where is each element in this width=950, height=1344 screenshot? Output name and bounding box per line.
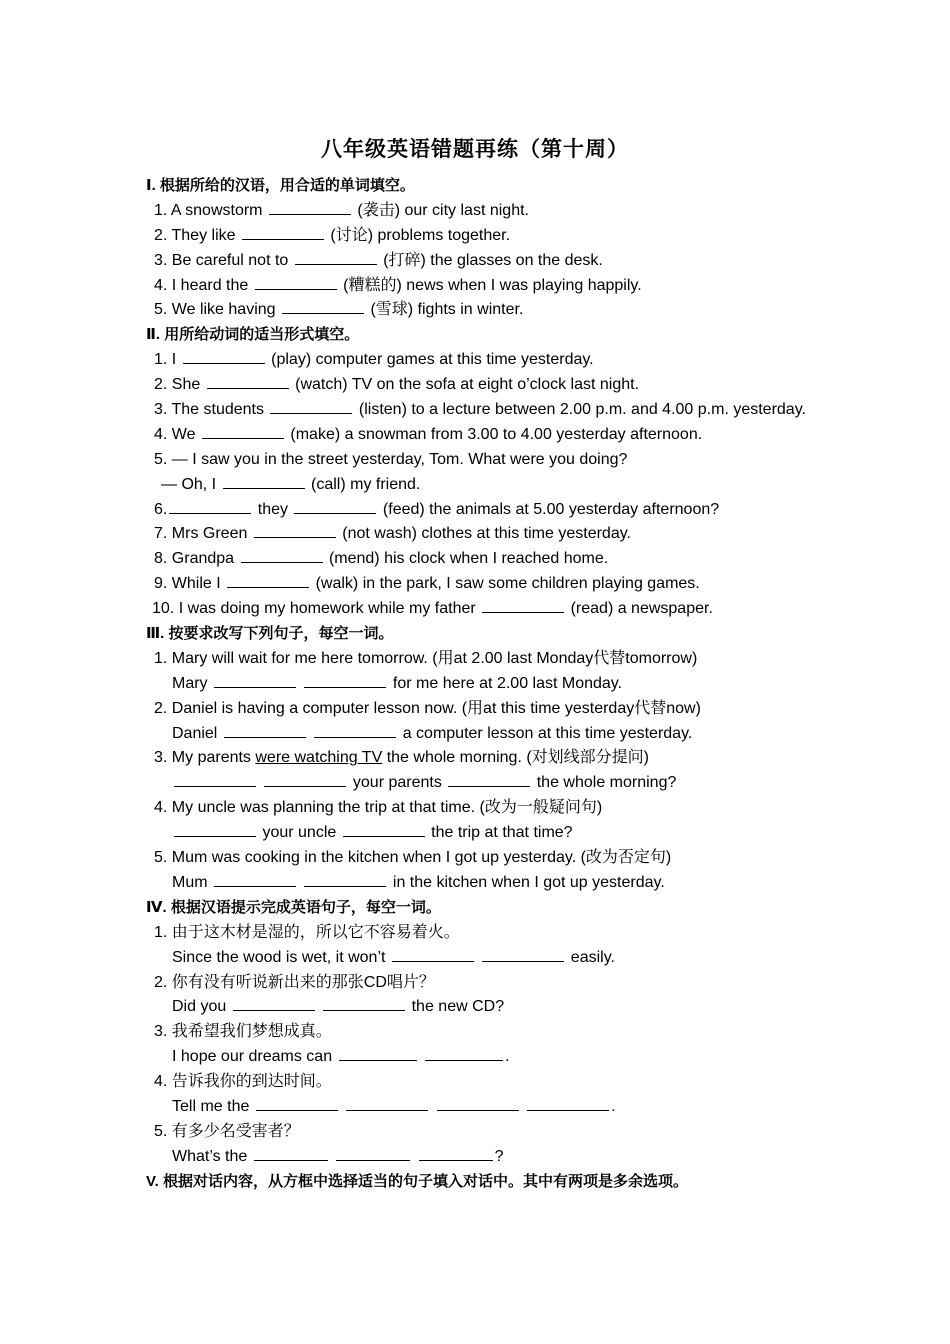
s4-question-4-answer: Tell me the . (172, 1097, 616, 1115)
answer-blank[interactable] (448, 772, 530, 787)
s2-question-9: 9. While I (walk) in the park, I saw some children playing games. (154, 575, 700, 593)
answer-blank[interactable] (174, 772, 256, 787)
s4-question-5-answer: What’s the ? (172, 1147, 504, 1165)
answer-blank[interactable] (223, 474, 305, 489)
s1-question-4: 4. I heard the (糟糕的) news when I was playing happily. (154, 276, 642, 294)
s3-question-4-answer: your uncle the trip at that time? (146, 821, 846, 846)
answer-blank[interactable] (419, 1146, 493, 1161)
s4-question-3-prompt: 3. 我希望我们梦想成真。 (154, 1023, 332, 1041)
answer-blank[interactable] (270, 399, 352, 414)
answer-blank[interactable] (282, 299, 364, 314)
s1-question-2: 2. They like (讨论) problems together. (154, 226, 511, 244)
answer-blank[interactable] (255, 275, 337, 290)
answer-blank[interactable] (254, 523, 336, 538)
answer-blank[interactable] (224, 723, 306, 738)
answer-blank[interactable] (314, 723, 396, 738)
answer-blank[interactable] (207, 374, 289, 389)
answer-blank[interactable] (304, 872, 386, 887)
answer-blank[interactable] (482, 598, 564, 613)
s3-question-5-answer: Mum in the kitchen when I got up yesterday. (172, 873, 665, 891)
s4-question-2-prompt: 2. 你有没有听说新出来的那张CD唱片？ (154, 973, 435, 991)
s3-question-3-prompt: 3. My parents were watching TV the whole morning. (对划线部分提问) (154, 749, 649, 767)
answer-blank[interactable] (482, 947, 564, 962)
s3-question-1-answer: Mary for me here at 2.00 last Monday. (172, 674, 623, 692)
answer-blank[interactable] (336, 1146, 410, 1161)
answer-blank[interactable] (242, 225, 324, 240)
s2-question-6: 6. they (feed) the animals at 5.00 yesterday afternoon? (154, 500, 720, 518)
answer-blank[interactable] (241, 548, 323, 563)
section-3-heading: Ⅲ. 按要求改写下列句子，每空一词。 (146, 625, 394, 643)
s1-question-3: 3. Be careful not to (打碎) the glasses on the desk. (154, 251, 603, 269)
answer-blank[interactable] (437, 1096, 519, 1111)
s2-question-10: 10. I was doing my homework while my father (read) a newspaper. (152, 600, 713, 618)
section-5-heading: V. 根据对话内容，从方框中选择适当的句子填入对话中。其中有两项是多余选项。 (146, 1172, 688, 1190)
section-1-heading: Ⅰ. 根据所给的汉语，用合适的单词填空。 (146, 177, 415, 194)
s3-question-2-answer: Daniel a computer lesson at this time yesterday. (172, 724, 693, 742)
answer-blank[interactable] (304, 673, 386, 688)
s3-question-1-prompt: 1. Mary will wait for me here tomorrow. (用at 2.00 last Monday代替tomorrow) (154, 649, 698, 667)
answer-blank[interactable] (214, 673, 296, 688)
answer-blank[interactable] (339, 1046, 417, 1061)
answer-blank[interactable] (256, 1096, 338, 1111)
underlined-phrase: were watching TV (255, 749, 383, 767)
s4-question-1-prompt: 1. 由于这木材是湿的，所以它不容易着火。 (154, 923, 460, 941)
page-title: 八年级英语错题再练（第十周） (321, 138, 629, 161)
worksheet-content (146, 174, 846, 1195)
s2-question-1: 1. I (play) computer games at this time yesterday. (154, 351, 594, 369)
answer-blank[interactable] (294, 499, 376, 514)
s4-question-5-prompt: 5. 有多少名受害者？ (154, 1122, 300, 1140)
answer-blank[interactable] (202, 424, 284, 439)
s4-question-3-answer: I hope our dreams can . (172, 1048, 510, 1066)
s1-question-1: 1. A snowstorm (袭击) our city last night. (154, 201, 529, 219)
s3-question-4-prompt: 4. My uncle was planning the trip at that time. (改为一般疑问句) (154, 799, 603, 817)
s2-question-5-answer: — Oh, I (call) my friend. (161, 475, 421, 493)
answer-blank[interactable] (425, 1046, 503, 1061)
s2-question-5-prompt: 5. — I saw you in the street yesterday, Tom. What were you doing? (154, 450, 628, 468)
s3-question-5-prompt: 5. Mum was cooking in the kitchen when I got up yesterday. (改为否定句) (154, 849, 672, 867)
s4-question-2-answer: Did you the new CD? (172, 998, 505, 1016)
s2-question-2: 2. She (watch) TV on the sofa at eight o’clock last night. (154, 376, 640, 394)
answer-blank[interactable] (264, 772, 346, 787)
answer-blank[interactable] (254, 1146, 328, 1161)
answer-blank[interactable] (233, 996, 315, 1011)
answer-blank[interactable] (227, 573, 309, 588)
answer-blank[interactable] (527, 1096, 609, 1111)
answer-blank[interactable] (214, 872, 296, 887)
s1-question-5: 5. We like having (雪球) fights in winter. (154, 301, 524, 319)
s2-question-3: 3. The students (listen) to a lecture between 2.00 p.m. and 4.00 p.m. yesterday. (154, 401, 806, 419)
answer-blank[interactable] (174, 822, 256, 837)
answer-blank[interactable] (169, 499, 251, 514)
answer-blank[interactable] (343, 822, 425, 837)
answer-blank[interactable] (346, 1096, 428, 1111)
answer-blank[interactable] (269, 200, 351, 215)
answer-blank[interactable] (295, 250, 377, 265)
s3-question-2-prompt: 2. Daniel is having a computer lesson now. (用at this time yesterday代替now) (154, 699, 701, 717)
s4-question-4-prompt: 4. 告诉我你的到达时间。 (154, 1073, 332, 1091)
s4-question-1-answer: Since the wood is wet, it won’t easily. (172, 948, 615, 966)
answer-blank[interactable] (392, 947, 474, 962)
s2-question-7: 7. Mrs Green (not wash) clothes at this time yesterday. (154, 525, 631, 543)
section-2-heading: Ⅱ. 用所给动词的适当形式填空。 (146, 326, 360, 344)
s2-question-4: 4. We (make) a snowman from 3.00 to 4.00 yesterday afternoon. (154, 425, 703, 443)
s3-question-3-answer: your parents the whole morning? (146, 771, 846, 796)
s2-question-8: 8. Grandpa (mend) his clock when I reached home. (154, 550, 609, 568)
answer-blank[interactable] (323, 996, 405, 1011)
answer-blank[interactable] (183, 349, 265, 364)
section-4-heading: Ⅳ. 根据汉语提示完成英语句子，每空一词。 (146, 898, 441, 916)
